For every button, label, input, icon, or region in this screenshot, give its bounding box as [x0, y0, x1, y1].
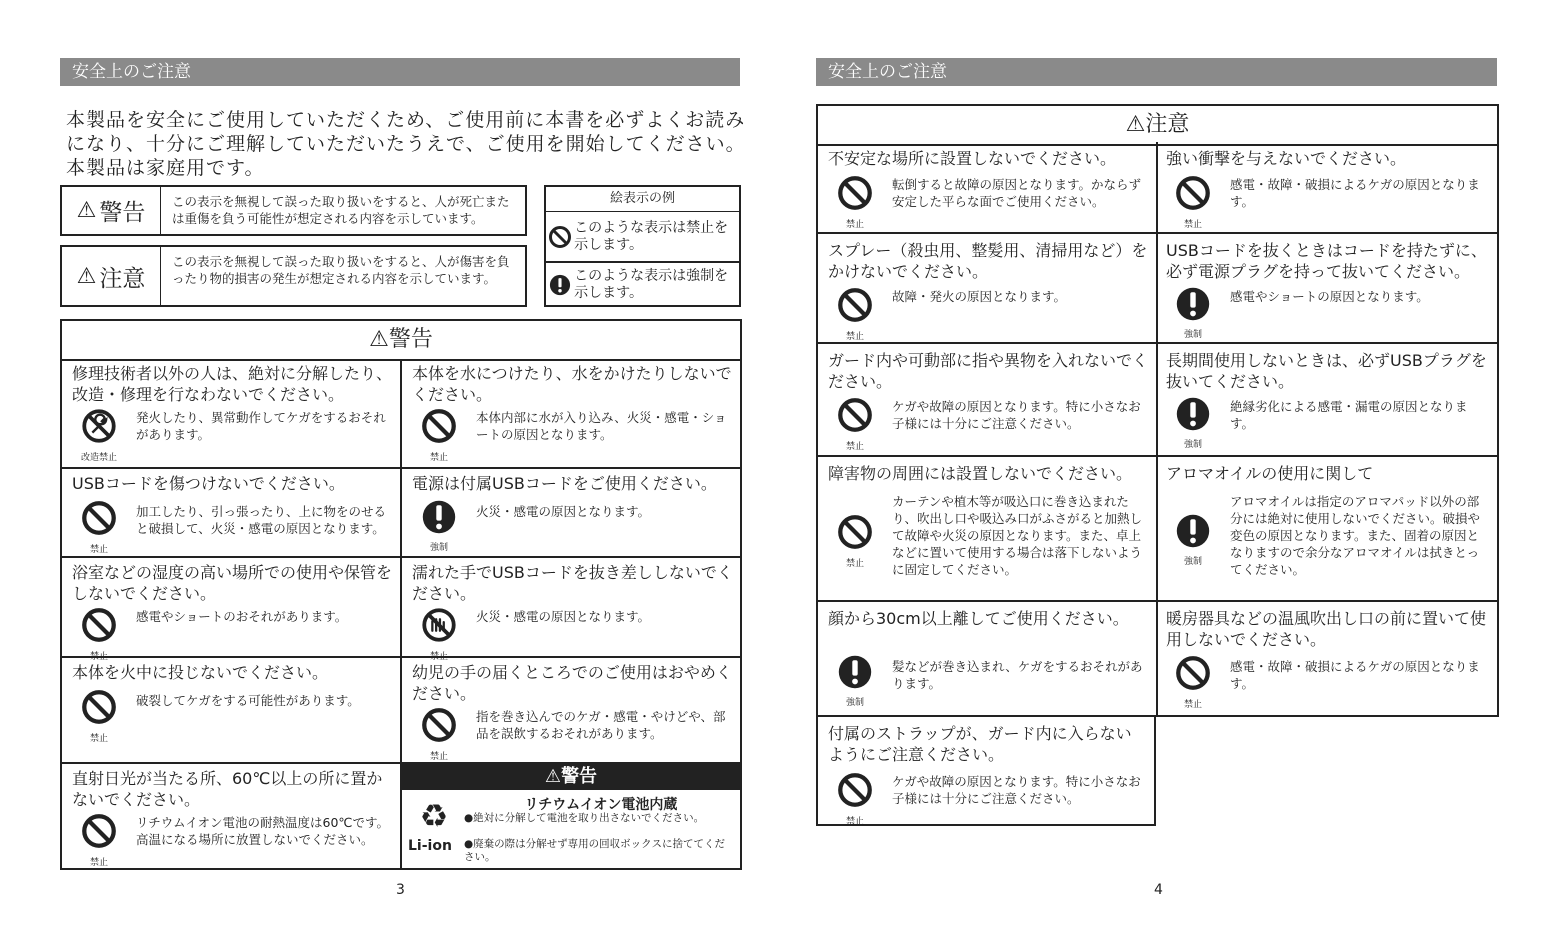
safety-item: [1156, 602, 1499, 717]
item-heading: USBコードを傷つけないでください。: [72, 474, 345, 493]
item-pictogram: [1172, 174, 1214, 230]
item-description: 感電やショートのおそれがあります。: [136, 609, 348, 624]
item-heading: 本体を水につけたり、水をかけたりしないでください。: [412, 364, 732, 404]
item-description: リチウムイオン電池の耐熱温度は60℃です。高温になる場所に放置しないでください。: [136, 815, 389, 847]
item-description: 発火したり、異常動作してケガをするおそれがあります。: [136, 410, 386, 442]
item-heading: 本体を火中に投じないでください。: [72, 663, 329, 682]
intro-text: 本製品を安全にご使用していただくため、ご使用前に本書を必ずよくお読みになり、十分にご理解していただいたうえで、ご使用を開始してください。本製品は家庭用です。: [66, 109, 746, 179]
prohibit-icon: [420, 706, 458, 748]
safety-item: [402, 359, 742, 469]
caution-grid-title: ⚠注意: [816, 104, 1499, 146]
pictogram-caption: 強制: [1183, 330, 1202, 340]
item-description: 感電・故障・破損によるケガの原因となります。: [1230, 659, 1480, 691]
item-description: ケガや故障の原因となります。特に小さなお子様には十分にご注意ください。: [892, 399, 1141, 431]
item-description: ケガや故障の原因となります。特に小さなお子様には十分にご注意ください。: [892, 774, 1141, 806]
warning-triangle-icon: ⚠: [369, 327, 389, 352]
item-description: 本体内部に水が入り込み、火災・感電・ショートの原因となります。: [476, 410, 727, 442]
safety-item: [816, 344, 1158, 457]
prohibit-icon: [836, 771, 874, 813]
page-3: [0, 0, 778, 952]
example-prohibit: [546, 213, 739, 263]
pictogram-caption: 強制: [845, 698, 864, 708]
item-pictogram: [834, 396, 876, 452]
mandatory-icon: [837, 654, 873, 694]
item-pictogram: [1172, 286, 1214, 340]
battery-bullet-1: ●絶対に分解して電池を取り出さないでください。: [464, 812, 705, 824]
item-pictogram: [418, 407, 460, 463]
pictogram-caption: 禁止: [429, 752, 448, 762]
safety-item: [1156, 234, 1499, 344]
item-description: カーテンや植木等が吸込口に巻き込まれたり、吹出し口や吸込み口がふさがると加熱して故障や火災の原因となります。また、卓上などに置いて使用する場合は落下しないように固定してください。: [892, 494, 1143, 577]
battery-warning-header: ⚠警告: [402, 764, 740, 790]
pictogram-caption: 禁止: [1183, 700, 1202, 710]
pictogram-caption: 禁止: [1183, 220, 1202, 230]
mandatory-icon: [1175, 396, 1211, 436]
prohibit-icon: [1174, 174, 1212, 216]
safety-item: [402, 658, 742, 764]
safety-item: [1156, 344, 1499, 457]
item-pictogram: [834, 513, 876, 569]
safety-item: [62, 359, 402, 469]
example-mandatory: [546, 261, 739, 309]
safety-item: [62, 764, 402, 868]
item-pictogram: [78, 606, 120, 662]
prohibit-explanation: このような表示は禁止を示します。: [574, 220, 729, 253]
safety-item: [1156, 457, 1499, 602]
safety-item: [816, 717, 1156, 826]
item-pictogram: [1172, 654, 1214, 710]
page-number: 3: [396, 882, 405, 898]
pictogram-caption: 強制: [1183, 557, 1202, 567]
item-heading: 幼児の手の届くところでのご使用はおやめください。: [412, 663, 732, 703]
examples-title: 絵表示の例: [546, 187, 739, 212]
item-pictogram: [78, 688, 120, 744]
prohibit-icon: [80, 499, 118, 541]
pictogram-caption: 禁止: [845, 220, 864, 230]
item-pictogram: [78, 812, 120, 868]
caution-grid: [816, 104, 1499, 826]
prohibit-icon: [836, 513, 874, 555]
pictogram-examples: [544, 185, 741, 307]
pictogram-caption: 禁止: [845, 559, 864, 569]
safety-item: [62, 469, 402, 558]
mandatory-icon: [1175, 286, 1211, 326]
mandatory-icon: [421, 499, 457, 539]
warning-triangle-icon: ⚠: [1125, 112, 1146, 137]
item-pictogram: [834, 654, 876, 708]
item-description: 感電やショートの原因となります。: [1230, 289, 1429, 304]
prohibit-icon: [836, 396, 874, 438]
item-heading: 障害物の周囲には設置しないでください。: [828, 464, 1133, 483]
item-description: 絶縁劣化による感電・漏電の原因となります。: [1230, 399, 1468, 431]
item-heading: 長期間使用しないときは、必ずUSBプラグを抜いてください。: [1166, 351, 1487, 391]
item-heading: 濡れた手でUSBコードを抜き差ししないでください。: [412, 563, 733, 603]
item-description: 転倒すると故障の原因となります。かならず安定した平らな面でご使用ください。: [892, 177, 1142, 209]
item-heading: スプレー（殺虫用、整髪用、清掃用など）をかけないでください。: [828, 241, 1148, 281]
item-description: 感電・故障・破損によるケガの原因となります。: [1230, 177, 1480, 209]
item-heading: 修理技術者以外の人は、絶対に分解したり、改造・修理を行なわないでください。: [72, 364, 393, 404]
item-heading: 不安定な場所に設置しないでください。: [828, 149, 1117, 168]
item-description: 火災・感電の原因となります。: [476, 609, 651, 624]
warning-triangle-icon: ⚠: [76, 263, 97, 289]
item-pictogram: [1172, 513, 1214, 567]
safety-item: [1156, 142, 1499, 234]
mandatory-icon: [549, 274, 571, 296]
safety-item: [816, 602, 1158, 717]
mandatory-explanation: このような表示は強制を示します。: [574, 268, 729, 301]
recycle-icon: ♻: [419, 797, 449, 835]
pictogram-caption: 強制: [429, 543, 448, 553]
no-disassembly-icon: [80, 407, 118, 449]
item-heading: 電源は付属USBコードをご使用ください。: [412, 474, 717, 493]
section-header: 安全上のご注意: [816, 58, 1497, 86]
warning-triangle-icon: ⚠: [76, 198, 97, 223]
item-pictogram: [834, 286, 876, 342]
li-ion-label: Li-ion: [408, 838, 452, 854]
prohibit-icon: [420, 407, 458, 449]
item-heading: アロマオイルの使用に関して: [1166, 464, 1374, 483]
item-pictogram: [418, 499, 460, 553]
pictogram-caption: 禁止: [845, 442, 864, 452]
item-pictogram: [834, 771, 876, 827]
pictogram-caption: 禁止: [89, 734, 108, 744]
item-heading: 顔から30cm以上離してご使用ください。: [828, 609, 1129, 628]
item-pictogram: [78, 499, 120, 555]
pictogram-caption: 改造禁止: [80, 453, 117, 463]
battery-bullet-2: ●廃棄の際は分解せず専用の回収ボックスに捨ててください。: [464, 838, 726, 863]
safety-item: [816, 142, 1158, 234]
item-heading: 付属のストラップが、ガード内に入らないようにご注意ください。: [828, 724, 1132, 764]
item-heading: 浴室などの湿度の高い場所での使用や保管をしないでください。: [72, 563, 393, 603]
warning-triangle-icon: ⚠: [544, 766, 562, 787]
item-pictogram: [78, 407, 120, 463]
item-heading: 直射日光が当たる所、60℃以上の所に置かないでください。: [72, 769, 383, 809]
warning-grid-title: ⚠警告: [62, 321, 740, 361]
safety-item: [816, 234, 1158, 344]
item-heading: 暖房器具などの温風吹出し口の前に置いて使用しないでください。: [1166, 609, 1487, 649]
prohibit-icon: [548, 225, 572, 249]
safety-item: [402, 558, 742, 662]
item-heading: ガード内や可動部に指や異物を入れないでください。: [828, 351, 1149, 391]
safety-item: [62, 658, 402, 764]
prohibit-icon: [80, 688, 118, 730]
keikoku-description: この表示を無視して誤った取り扱いをすると、人が死亡または重傷を負う可能性が想定される内容を示しています。: [172, 194, 510, 226]
pictogram-caption: 禁止: [89, 545, 108, 555]
item-description: アロマオイルは指定のアロマパッド以外の部分には絶対に使用しないでください。破損や変色の原因となります。また、固着の原因となりますので余分なアロマオイルは拭きとってください。: [1230, 494, 1481, 577]
mandatory-icon: [1175, 513, 1211, 553]
pictogram-caption: 強制: [1183, 440, 1202, 450]
item-heading: USBコードを抜くときはコードを持たずに、必ず電源プラグを持って抜いてください。: [1166, 241, 1487, 281]
item-description: 加工したり、引っ張ったり、上に物をのせると破損して、火災・感電の原因となります。: [136, 504, 387, 536]
pictogram-caption: 禁止: [845, 817, 864, 827]
warning-grid: [60, 319, 742, 870]
section-header: 安全上のご注意: [60, 58, 740, 86]
item-pictogram: [1172, 396, 1214, 450]
prohibit-icon: [80, 606, 118, 648]
pictogram-caption: 禁止: [429, 453, 448, 463]
prohibit-icon: [836, 174, 874, 216]
item-description: 破裂してケガをする可能性があります。: [136, 693, 360, 708]
prohibit-icon: [1174, 654, 1212, 696]
pictogram-caption: 禁止: [89, 652, 108, 662]
item-pictogram: [418, 606, 460, 662]
chui-description: この表示を無視して誤った取り扱いをすると、人が傷害を負ったり物的損害の発生が想定される内容を示しています。: [172, 254, 510, 286]
prohibit-icon: [836, 286, 874, 328]
safety-item: [816, 457, 1158, 602]
page-number: 4: [1154, 882, 1163, 898]
wet-hand-prohibit-icon: [420, 606, 458, 648]
item-description: 故障・発火の原因となります。: [892, 289, 1067, 304]
safety-item: [402, 469, 742, 558]
pictogram-caption: 禁止: [845, 332, 864, 342]
page-4: [778, 0, 1557, 952]
safety-item: [62, 558, 402, 662]
item-description: 火災・感電の原因となります。: [476, 504, 651, 519]
lithium-battery-warning: [402, 764, 740, 868]
keikoku-definition: [60, 185, 527, 236]
chui-definition: [60, 245, 527, 307]
pictogram-caption: 禁止: [89, 858, 108, 868]
chui-label: ⚠ 注意: [62, 247, 161, 305]
item-description: 指を巻き込んでのケガ・感電・やけどや、部品を誤飲するおそれがあります。: [476, 709, 726, 741]
item-pictogram: [418, 706, 460, 762]
battery-title: リチウムイオン電池内蔵: [524, 797, 678, 813]
pictogram-caption: 禁止: [429, 652, 448, 662]
keikoku-label: ⚠ 警告: [62, 187, 161, 234]
item-pictogram: [834, 174, 876, 230]
prohibit-icon: [80, 812, 118, 854]
item-heading: 強い衝撃を与えないでください。: [1166, 149, 1407, 168]
item-description: 髪などが巻き込まれ、ケガをするおそれがあります。: [892, 659, 1143, 691]
